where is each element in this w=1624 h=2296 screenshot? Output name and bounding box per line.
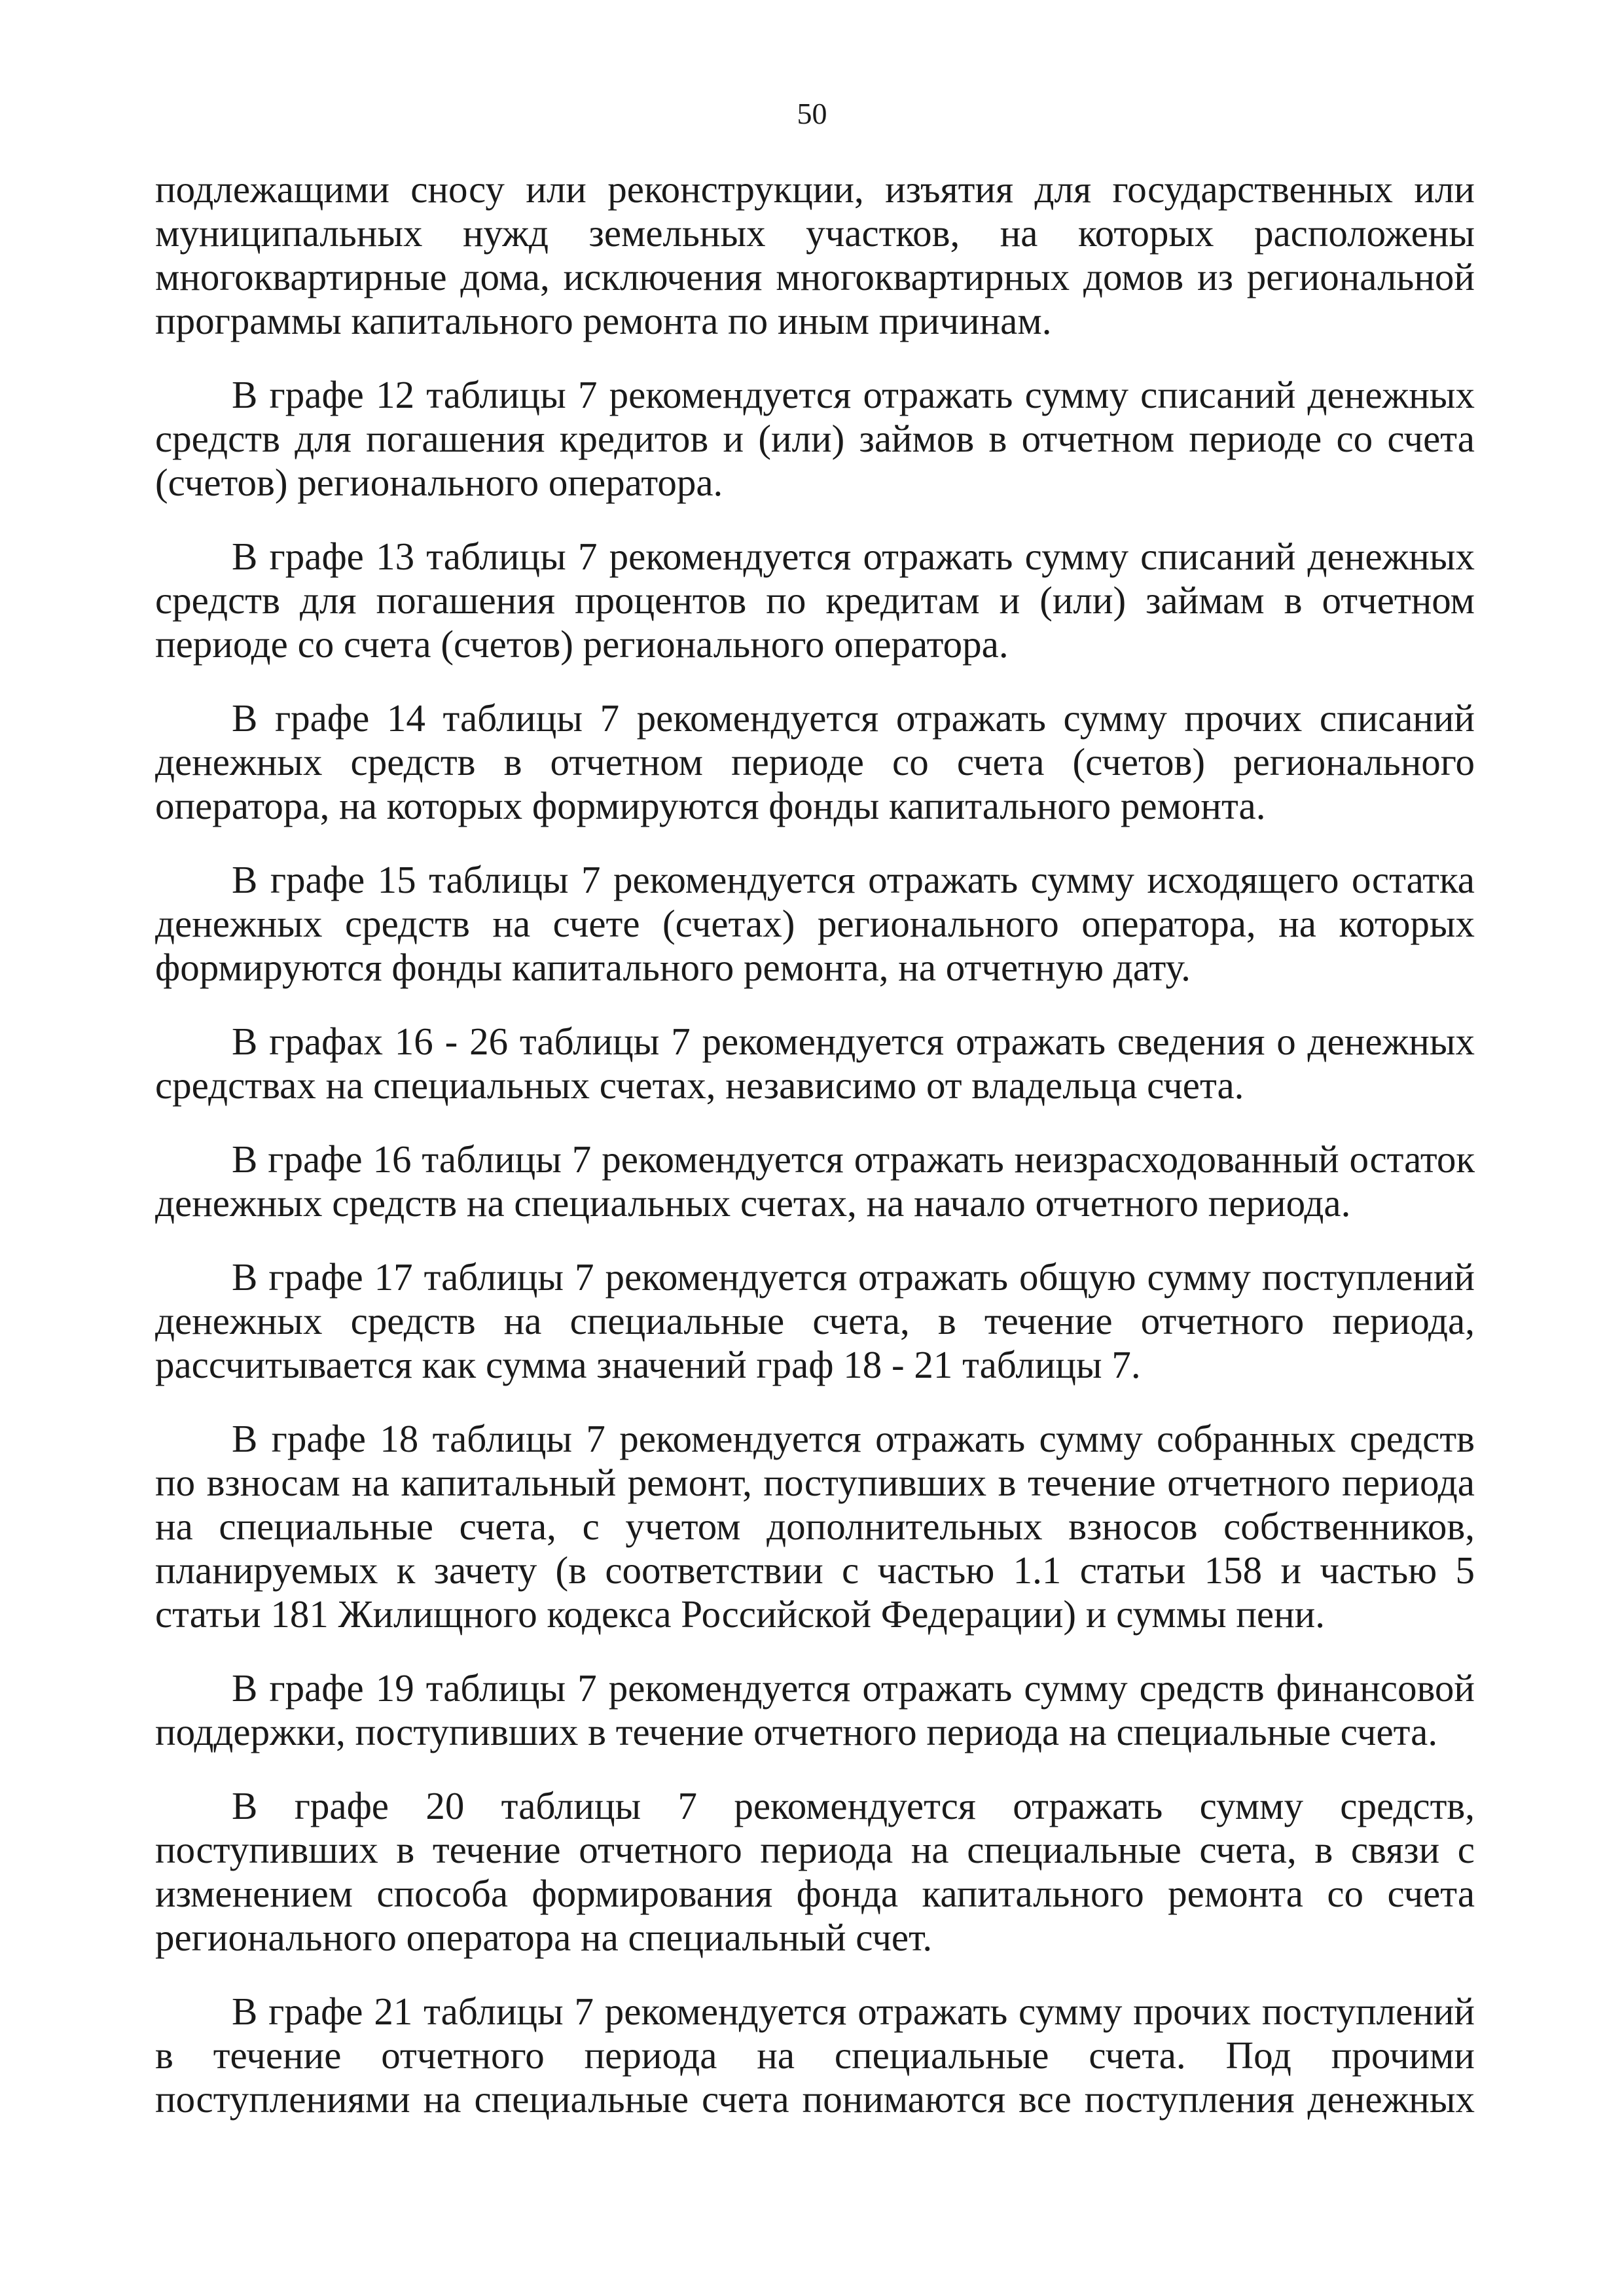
paragraph-column-14: В графе 14 таблицы 7 рекомендуется отражать сумму прочих списаний денежных средств в отчетном периоде со счета (счетов) регионального оператора, на которых формируются фонды капитального ремонта. [155, 696, 1475, 827]
paragraph-column-18: В графе 18 таблицы 7 рекомендуется отражать сумму собранных средств по взносам на капитальный ремонт, поступивших в течение отчетного периода на специальные счета, с учетом дополнительных взносов собственников, планируемых к зачету (в соответствии с частью 1.1 статьи 158 и частью 5 статьи 181 Жилищного кодекса Российской Федерации) и суммы пени. [155, 1417, 1475, 1636]
paragraph-column-15: В графе 15 таблицы 7 рекомендуется отражать сумму исходящего остатка денежных средств на счете (счетах) регионального оператора, на которых формируются фонды капитального ремонта, на отчетную дату. [155, 858, 1475, 989]
paragraph-column-17: В графе 17 таблицы 7 рекомендуется отражать общую сумму поступлений денежных средств на специальные счета, в течение отчетного периода, рассчитывается как сумма значений граф 18 - 21 таблицы 7. [155, 1255, 1475, 1386]
paragraph-column-20: В графе 20 таблицы 7 рекомендуется отражать сумму средств, поступивших в течение отчетного периода на специальные счета, в связи с изменением способа формирования фонда капитального ремонта со счета регионального оператора на специальный счет. [155, 1784, 1475, 1959]
paragraph-column-12: В графе 12 таблицы 7 рекомендуется отражать сумму списаний денежных средств для погашения кредитов и (или) займов в отчетном периоде со счета (счетов) регионального оператора. [155, 373, 1475, 504]
paragraph-column-16: В графе 16 таблицы 7 рекомендуется отражать неизрасходованный остаток денежных средств на специальных счетах, на начало отчетного периода. [155, 1138, 1475, 1225]
document-body [155, 168, 1475, 2151]
paragraph-columns-16-26: В графах 16 - 26 таблицы 7 рекомендуется отражать сведения о денежных средствах на специальных счетах, независимо от владельца счета. [155, 1020, 1475, 1107]
paragraph-continuation: подлежащими сносу или реконструкции, изъятия для государственных или муниципальных нужд земельных участков, на которых расположены многоквартирные дома, исключения многоквартирных домов из региональной программы капитального ремонта по иным причинам. [155, 168, 1475, 342]
paragraph-column-19: В графе 19 таблицы 7 рекомендуется отражать сумму средств финансовой поддержки, поступивших в течение отчетного периода на специальные счета. [155, 1666, 1475, 1753]
paragraph-column-13: В графе 13 таблицы 7 рекомендуется отражать сумму списаний денежных средств для погашения процентов по кредитам и (или) займам в отчетном периоде со счета (счетов) регионального оператора. [155, 535, 1475, 666]
page-number: 50 [797, 97, 827, 130]
paragraph-column-21: В графе 21 таблицы 7 рекомендуется отражать сумму прочих поступлений в течение отчетного периода на специальные счета. Под прочими поступлениями на специальные счета понимаются все поступления денежных [155, 1990, 1475, 2121]
